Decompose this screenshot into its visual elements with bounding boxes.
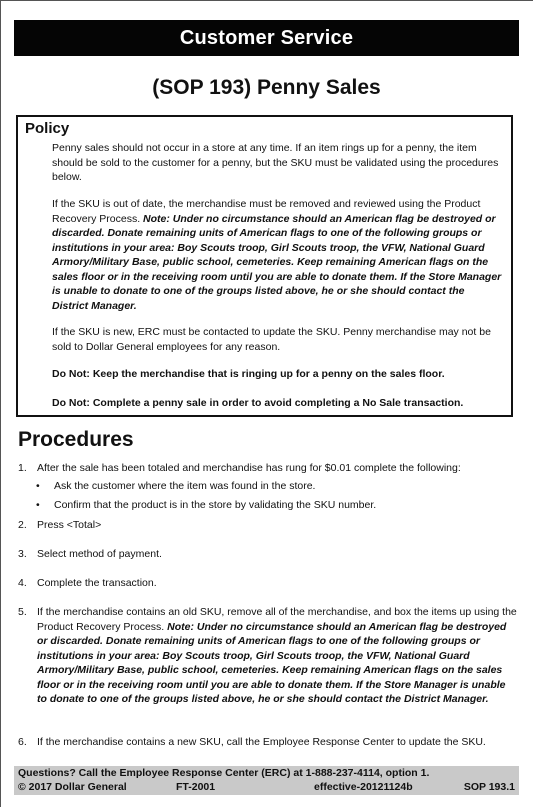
substep-text: Confirm that the product is in the store by validating the SKU number. [54,499,377,511]
sop-reference: SOP 193.1 [463,781,515,793]
policy-paragraph-2 [52,197,502,313]
policy-paragraph-3: If the SKU is new, ERC must be contacted to update the SKU. Penny merchandise may not be sold to Dollar General employees for any reason. [52,326,491,353]
footer-bar [14,766,519,795]
step-text [37,605,517,707]
policy-paragraph-1: Penny sales should not occur in a store at any time. If an item rings up for a penny, the item should be sold to the customer for a penny, but the SKU must be validated using the procedures below. [52,142,499,183]
step-number: 5. [18,606,27,618]
policy-paragraph-2-text: If the SKU is out of date, the merchandise must be removed and reviewed using the Product Recovery Process. [52,198,481,225]
bullet-icon: • [36,480,40,492]
effective-code: effective-20121124b [314,781,413,793]
step-text: If the merchandise contains a new SKU, call the Employee Response Center to update the SKU. [37,736,486,748]
procedures-heading: Procedures [18,428,134,451]
document-title: (SOP 193) Penny Sales [152,76,381,99]
step-text: After the sale has been totaled and merchandise has rung for $0.01 complete the following: [37,462,461,474]
department-banner [14,20,519,56]
policy-flag-note: Note: Under no circumstance should an American flag be destroyed or discarded. Donate remaining units of American flags to one of the following groups or institutions in your area: Boy Scouts troop, Girl Scouts troop, the VFW, National Guard Armory/Military Base, public school, cemeteries. Keep remaining American flags on the sales floor or in the receiving room until you are able to donate them. If the Store Manager is unable to donate to one of the groups listed above, he or she should contact the District Manager. [52,212,502,312]
do-not-rule-1: Do Not: Keep the merchandise that is ringing up for a penny on the sales floor. [52,368,445,380]
do-not-rule-2: Do Not: Complete a penny sale in order to avoid completing a No Sale transaction. [52,397,464,409]
policy-heading: Policy [25,120,70,137]
copyright-text: © 2017 Dollar General [18,781,127,793]
step-text: Press <Total> [37,519,102,531]
banner-text: Customer Service [179,26,354,49]
step-number: 3. [18,548,27,560]
step-number: 2. [18,519,27,531]
page-border-left [0,0,1,807]
policy-box [16,115,513,417]
step-5-text: If the merchandise contains an old SKU, remove all of the merchandise, and box the items up using the Product Recovery Process. [37,606,517,633]
step-text: Complete the transaction. [37,577,157,589]
bullet-icon: • [36,499,40,511]
page-border-top [0,0,533,1]
footer-questions: Questions? Call the Employee Response Center (ERC) at 1-888-237-4114, option 1. [18,767,430,779]
form-code: FT-2001 [176,781,216,793]
step-text: Select method of payment. [37,548,162,560]
step-number: 6. [18,736,27,748]
step-number: 1. [18,462,27,474]
step-number: 4. [18,577,27,589]
step-5-flag-note: Note: Under no circumstance should an American flag be destroyed or discarded. Donate remaining units of American flags to one of the following groups or institutions in your area: Boy Scouts troop, Girl Scouts troop, the VFW, National Guard Armory/Military Base, public school, cemeteries. Keep remaining American flags on the sales floor or in the receiving room until you are able to donate them. If the Store Manager is unable to donate to one of the groups listed above, he or she should contact the District Manager. [37,620,507,705]
substep-text: Ask the customer where the item was found in the store. [54,480,316,492]
